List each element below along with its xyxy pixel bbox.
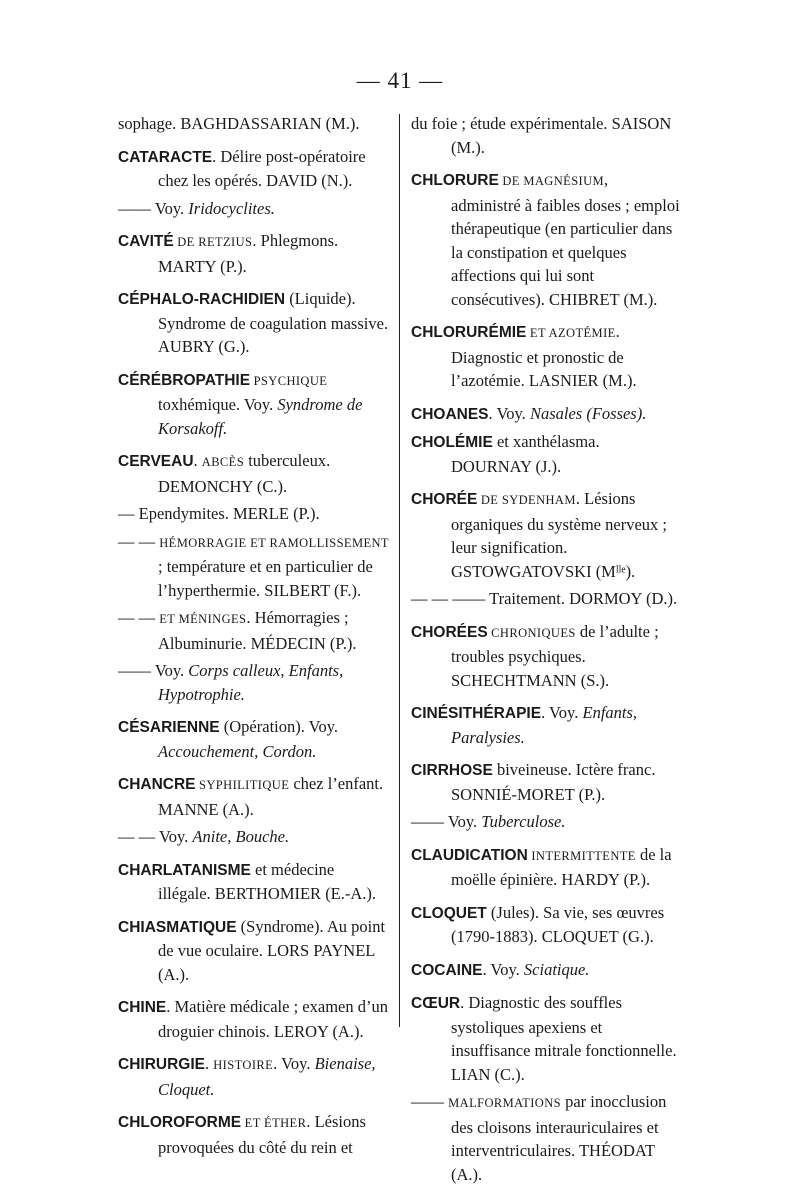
left-column	[118, 112, 390, 1168]
index-entry	[411, 112, 681, 159]
index-entry	[118, 659, 390, 706]
entry-cross-reference: Enfants, Paralysies.	[451, 703, 638, 747]
entry-text: .	[193, 451, 202, 470]
entry-headword: CHOANES	[411, 405, 489, 423]
entry-headword: CHIASMATIQUE	[118, 918, 237, 936]
index-entry	[118, 112, 390, 136]
entry-headword: CHORÉES	[411, 623, 488, 641]
entry-subheading: PSYCHIQUE	[250, 373, 328, 388]
entry-headword: CHANCRE	[118, 776, 196, 793]
entry-text: — — Voy.	[118, 827, 193, 846]
index-entry	[411, 758, 681, 806]
entry-text: . Phlegmons. MARTY (P.).	[158, 231, 339, 276]
index-entry	[118, 1110, 390, 1159]
entry-headword: CHLORURE	[411, 172, 499, 189]
entry-text: .	[204, 1054, 214, 1073]
index-entry	[118, 995, 390, 1043]
entry-text: . Diagnostic et pronostic de l’azotémie. LASNIER (M.).	[451, 322, 637, 390]
entry-text: de l’adulte ; troubles psychiques. SCHECHTMANN (S.).	[451, 621, 659, 690]
index-entry	[411, 958, 681, 983]
entry-headword: CHIRURGIE	[118, 1056, 205, 1073]
entry-text: , administré à faibles doses ; emploi thérapeutique (en particulier dans la constipation et quelques affections qui lui sont consécutives). CHIBRET (M.).	[451, 170, 680, 309]
entry-text: et xanthélasma. DOURNAY (J.).	[451, 432, 600, 476]
entry-text: du foie ; étude expérimentale. SAISON (M.).	[411, 114, 672, 157]
entry-subheading: ET AZOTÉMIE	[526, 326, 616, 340]
index-entry	[411, 1090, 681, 1186]
entry-headword: CHLOROFORME	[118, 1114, 242, 1131]
entry-headword: CÉSARIENNE	[118, 719, 220, 736]
entry-text: —— Voy.	[411, 812, 482, 831]
entry-cross-reference: Anite, Bouche.	[192, 827, 290, 846]
index-entry	[411, 701, 681, 749]
index-entry	[411, 991, 681, 1086]
entry-subheading: DE RETZIUS	[173, 235, 253, 249]
entry-headword: CŒUR	[411, 995, 461, 1012]
entry-subheading: HÉMORRAGIE ET RAMOLLISSEMENT	[159, 535, 389, 550]
entry-cross-reference: Sciatique.	[523, 959, 590, 979]
entry-subheading: MALFORMATIONS	[448, 1096, 561, 1110]
index-entry	[118, 1052, 390, 1101]
index-entry	[118, 197, 390, 221]
index-entry	[411, 402, 681, 427]
entry-headword: CÉPHALO-RACHIDIEN	[118, 291, 286, 308]
index-entry	[411, 320, 681, 393]
entry-text: . Hémorragies ; Albuminurie. MÉDECIN (P.).	[158, 608, 357, 653]
entry-text: —— Voy.	[118, 661, 189, 680]
entry-headword: CAVITÉ	[118, 233, 174, 250]
entry-subheading: CHRONIQUES	[487, 625, 576, 640]
entry-headword: CHLORURÉMIE	[411, 324, 527, 341]
entry-headword: CERVEAU	[118, 453, 194, 470]
entry-text: . Lésions provoquées du côté du rein et	[158, 1112, 366, 1157]
entry-headword: CHORÉE	[411, 491, 478, 508]
entry-text: de la moëlle épinière. HARDY (P.).	[451, 844, 672, 889]
entry-headword: CLOQUET	[411, 904, 487, 922]
entry-text: ; température et en particulier de l’hyperthermie. SILBERT (F.).	[158, 557, 373, 600]
page-number: — 41 —	[356, 68, 444, 93]
entry-headword: CHINE	[118, 999, 167, 1016]
index-entry	[118, 915, 390, 987]
index-entry	[411, 810, 681, 834]
entry-text: — — —— Traitement. DORMOY (D.).	[411, 589, 678, 608]
entry-cross-reference: Syndrome de Korsakoff.	[158, 395, 363, 438]
entry-subheading: SYPHILITIQUE	[195, 778, 290, 792]
index-entry	[118, 530, 390, 603]
entry-text: biveineuse. Ictère franc. SONNIÉ-MORET (P.).	[451, 760, 656, 804]
index-entry	[411, 430, 681, 478]
entry-subheading: INTERMITTENTE	[527, 848, 636, 863]
entry-text: . Lésions organiques du système nerveux ; leur signification. GSTOWGATOVSKI (Mˡˡᵉ).	[451, 489, 667, 581]
entry-text: . Voy.	[541, 703, 583, 722]
entry-text: . Délire post-opératoire chez les opérés. DAVID (N.).	[158, 146, 366, 190]
entry-text: (Liquide). Syndrome de coagulation massive. AUBRY (G.).	[158, 289, 389, 356]
entry-headword: COCAINE	[411, 961, 483, 979]
entry-text: chez l’enfant. MANNE (A.).	[158, 774, 384, 819]
entry-text: . Voy.	[488, 403, 530, 423]
index-entry	[118, 606, 390, 655]
index-entry	[118, 368, 390, 441]
entry-cross-reference: Corps calleux, Enfants, Hypotrophie.	[158, 661, 344, 704]
index-entry	[411, 843, 681, 892]
entry-text: par inocclusion des cloisons interauriculaires et interventriculaires. THÉODAT (A.).	[451, 1092, 667, 1184]
entry-headword: CHARLATANISME	[118, 861, 251, 879]
index-entry	[411, 901, 681, 949]
entry-cross-reference: Bienaise, Cloquet.	[158, 1054, 376, 1099]
entry-headword: CHOLÉMIE	[411, 434, 493, 451]
index-entry	[118, 449, 390, 498]
entry-cross-reference: Nasales (Fosses).	[529, 403, 647, 423]
index-entry	[118, 502, 390, 526]
entry-cross-reference: Tuberculose.	[481, 812, 566, 831]
entry-subheading: ABCÈS	[201, 455, 245, 469]
entry-text: toxhémique. Voy.	[158, 395, 278, 414]
entry-text: tuberculeux. DEMONCHY (C.).	[158, 451, 331, 496]
entry-cross-reference: Accouchement, Cordon.	[158, 741, 317, 761]
index-entry	[118, 229, 390, 278]
entry-headword: CIRRHOSE	[411, 762, 493, 779]
entry-headword: CINÉSITHÉRAPIE	[411, 705, 542, 722]
entry-subheading: HISTOIRE	[213, 1058, 274, 1072]
entry-headword: CÉRÉBROPATHIE	[118, 371, 251, 389]
index-entry	[411, 487, 681, 583]
entry-text: . Voy.	[273, 1054, 315, 1073]
entry-text: et médecine illégale. BERTHOMIER (E.-A.).	[158, 859, 377, 903]
entry-text: . Matière médicale ; examen d’un droguier chinois. LEROY (A.).	[158, 997, 388, 1041]
entry-subheading: ET MÉNINGES	[159, 612, 247, 626]
entry-headword: CATARACTE	[118, 148, 213, 166]
entry-text: — —	[118, 608, 160, 627]
entry-subheading: ET ÉTHER	[241, 1116, 307, 1130]
index-entry	[118, 287, 390, 359]
index-entry	[411, 168, 681, 311]
index-entry	[118, 145, 390, 193]
entry-text: . Diagnostic des souffles systoliques apexiens et insuffisance mitrale fonctionnelle. LIAN (C.).	[451, 993, 677, 1084]
index-entry	[411, 587, 681, 611]
entry-text: —— Voy.	[118, 198, 189, 218]
entry-cross-reference: Iridocyclites.	[188, 198, 275, 218]
index-entry	[118, 715, 390, 763]
entry-headword: CLAUDICATION	[411, 846, 528, 864]
index-entry	[118, 772, 390, 821]
entry-text: — —	[118, 531, 160, 551]
entry-text: sophage. BAGHDASSARIAN (M.).	[118, 114, 360, 133]
column-divider	[399, 114, 400, 1027]
entry-text: ——	[411, 1092, 449, 1111]
index-entry	[411, 620, 681, 693]
right-column	[411, 112, 681, 1195]
entry-subheading: DE MAGNÉSIUM	[498, 174, 605, 188]
entry-text: . Voy.	[482, 959, 524, 979]
entry-text: (Jules). Sa vie, ses œuvres (1790-1883). CLOQUET (G.).	[451, 902, 665, 946]
entry-text: (Syndrome). Au point de vue oculaire. LORS PAYNEL (A.).	[158, 916, 386, 984]
index-entry	[118, 858, 390, 906]
entry-text: (Opération). Voy.	[219, 717, 339, 736]
entry-subheading: DE SYDENHAM	[477, 493, 576, 507]
entry-text: — Ependymites. MERLE (P.).	[118, 504, 320, 523]
index-entry	[118, 825, 390, 849]
